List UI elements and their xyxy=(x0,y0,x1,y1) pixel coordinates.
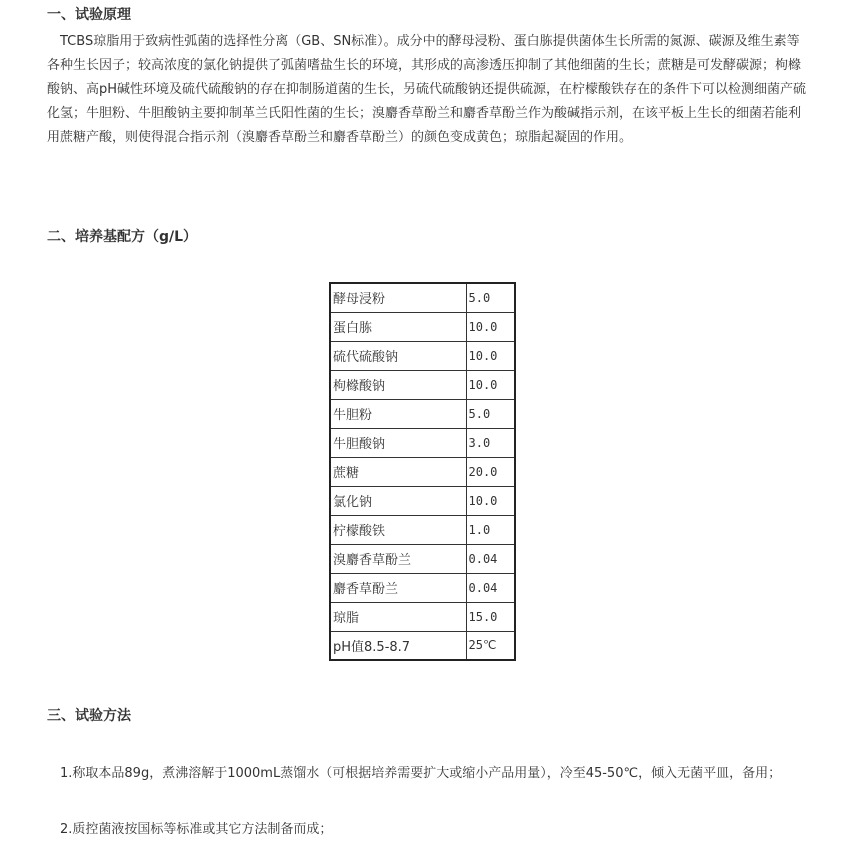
ingredient-name: 枸橼酸钠 xyxy=(330,370,466,399)
ingredient-name: 柠檬酸铁 xyxy=(330,515,466,544)
formula-table xyxy=(329,282,516,661)
formula-row xyxy=(330,283,515,312)
section-title-method: 三、试验方法 xyxy=(47,708,131,724)
formula-row xyxy=(330,486,515,515)
principle-paragraph xyxy=(47,30,807,150)
formula-row xyxy=(330,544,515,573)
ingredient-name: 麝香草酚兰 xyxy=(330,573,466,602)
ingredient-amount: 15.0 xyxy=(466,602,515,631)
ingredient-amount: 0.04 xyxy=(466,573,515,602)
section-title-principle: 一、试验原理 xyxy=(47,7,131,23)
method-step-2: 2.质控菌液按国标等标准或其它方法制备而成； xyxy=(60,822,333,837)
ingredient-amount: 10.0 xyxy=(466,370,515,399)
formula-row xyxy=(330,515,515,544)
formula-row xyxy=(330,428,515,457)
formula-row xyxy=(330,573,515,602)
ingredient-amount: 5.0 xyxy=(466,283,515,312)
ingredient-name: 溴麝香草酚兰 xyxy=(330,544,466,573)
ingredient-name: 蔗糖 xyxy=(330,457,466,486)
ingredient-amount: 10.0 xyxy=(466,341,515,370)
formula-row xyxy=(330,631,515,660)
ingredient-name: 氯化钠 xyxy=(330,486,466,515)
formula-row xyxy=(330,399,515,428)
ingredient-name: pH值8.5-8.7 xyxy=(330,631,466,660)
ingredient-amount: 5.0 xyxy=(466,399,515,428)
section-title-formula: 二、培养基配方（g/L） xyxy=(47,229,198,245)
ingredient-amount: 1.0 xyxy=(466,515,515,544)
ingredient-name: 硫代硫酸钠 xyxy=(330,341,466,370)
ingredient-name: 琼脂 xyxy=(330,602,466,631)
ingredient-name: 牛胆酸钠 xyxy=(330,428,466,457)
ingredient-name: 酵母浸粉 xyxy=(330,283,466,312)
ingredient-amount: 20.0 xyxy=(466,457,515,486)
ingredient-amount: 10.0 xyxy=(466,312,515,341)
ingredient-amount: 0.04 xyxy=(466,544,515,573)
formula-row xyxy=(330,370,515,399)
formula-row xyxy=(330,312,515,341)
principle-text: TCBS琼脂用于致病性弧菌的选择性分离（GB、SN标准）。成分中的酵母浸粉、蛋白胨提供菌体生长所需的氮源、碳源及维生素等各种生长因子；较高浓度的氯化钠提供了弧菌嗜盐生长的环境，其形成的高渗透压抑制了其他细菌的生长；蔗糖是可发酵碳源；枸橼酸钠、高pH碱性环境及硫代硫酸钠的存在抑制肠道菌的生长，另硫代硫酸钠还提供硫源，在柠檬酸铁存在的条件下可以检测细菌产硫化氢；牛胆粉、牛胆酸钠主要抑制革兰氏阳性菌的生长；溴麝香草酚兰和麝香草酚兰作为酸碱指示剂，在该平板上生长的细菌若能利用蔗糖产酸，则使得混合指示剂（溴麝香草酚兰和麝香草酚兰）的颜色变成黄色；琼脂起凝固的作用。 xyxy=(47,34,807,145)
ingredient-name: 蛋白胨 xyxy=(330,312,466,341)
formula-row xyxy=(330,602,515,631)
formula-table-body xyxy=(330,283,515,660)
formula-row xyxy=(330,341,515,370)
method-step-1: 1.称取本品89g，煮沸溶解于1000mL蒸馏水（可根据培养需要扩大或缩小产品用量），冷至45-50℃，倾入无菌平皿，备用； xyxy=(60,766,782,781)
formula-row xyxy=(330,457,515,486)
ingredient-amount: 25℃ xyxy=(466,631,515,660)
ingredient-amount: 3.0 xyxy=(466,428,515,457)
ingredient-name: 牛胆粉 xyxy=(330,399,466,428)
ingredient-amount: 10.0 xyxy=(466,486,515,515)
